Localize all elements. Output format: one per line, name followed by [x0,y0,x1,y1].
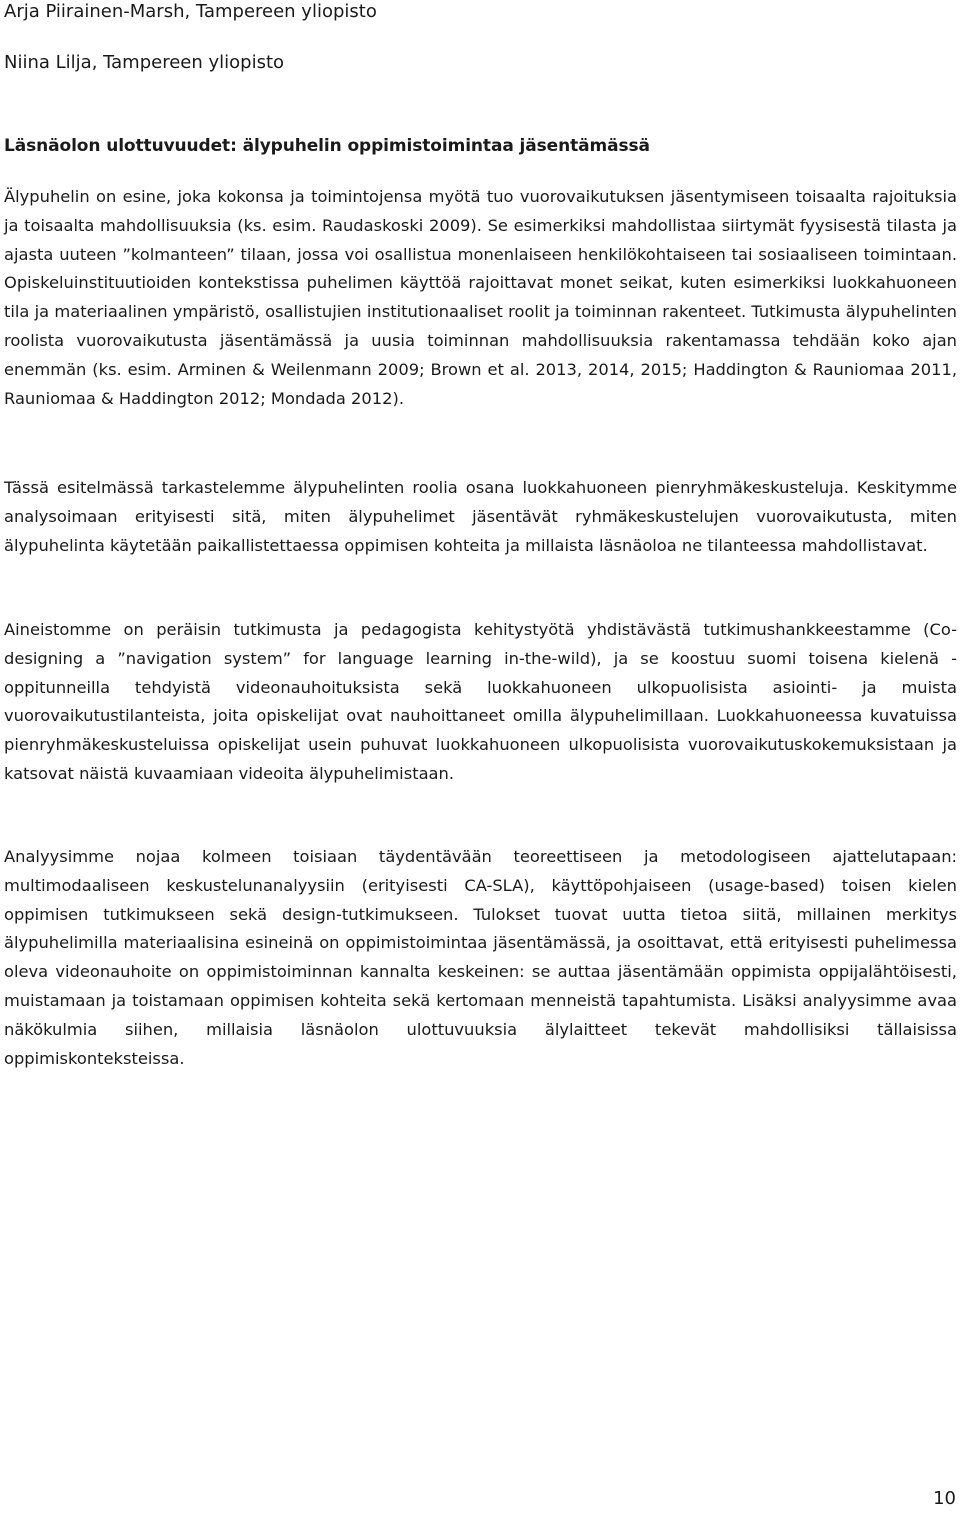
author-line-1: Arja Piirainen-Marsh, Tampereen yliopisto [4,1,377,22]
paragraph-1: Älypuhelin on esine, joka kokonsa ja toimintojensa myötä tuo vuorovaikutuksen jäsentymiseen toisaalta rajoituksia ja toisaalta mahdollisuuksia (ks. esim. Raudaskoski 2009). Se esimerkiksi mahdollistaa siirtymät fyysisestä tilasta ja ajasta uuteen ”kolmanteen” tilaan, jossa voi osallistua monenlaiseen henkilökohtaiseen tai sosiaaliseen toimintaan. Opiskeluinstituutioiden kontekstissa puhelimen käyttöä rajoittavat monet seikat, kuten esimerkiksi luokkahuoneen tila ja materiaalinen ympäristö, osallistujien institutionaaliset roolit ja toiminnan rakenteet. Tutkimusta älypuhelinten roolista vuorovaikutusta jäsentämässä ja uusia toiminnan mahdollisuuksia rakentamassa tehdään koko ajan enemmän (ks. esim. Arminen & Weilenmann 2009; Brown et al. 2013, 2014, 2015; Haddington & Rauniomaa 2011, Rauniomaa & Haddington 2012; Mondada 2012). [4,187,957,408]
document-title: Läsnäolon ulottuvuudet: älypuhelin oppimistoimintaa jäsentämässä [4,136,650,156]
author-line-2: Niina Lilja, Tampereen yliopisto [4,52,285,73]
paragraph-3: Aineistomme on peräisin tutkimusta ja pedagogista kehitystyötä yhdistävästä tutkimushankkeestamme (Co-designing a ”navigation system” for language learning in-the-wild), ja se koostuu suomi toisena kielenä -oppitunneilla tehdyistä videonauhoituksista sekä luokkahuoneen ulkopuolisista asiointi- ja muista vuorovaikutustilanteista, joita opiskelijat ovat nauhoittaneet omilla älypuhelimillaan. Luokkahuoneessa kuvatuissa pienryhmäkeskusteluissa opiskelijat usein puhuvat luokkahuoneen ulkopuolisista vuorovaikutuskokemuksistaan ja katsovat näistä kuvaamiaan videoita älypuhelimistaan. [4,620,957,783]
paragraph-4: Analyysimme nojaa kolmeen toisiaan täydentävään teoreettiseen ja metodologiseen ajattelutapaan: multimodaaliseen keskustelunanalyysiin (erityisesti CA-SLA), käyttöpohjaiseen (usage-based) toisen kielen oppimisen tutkimukseen sekä design-tutkimukseen. Tulokset tuovat uutta tietoa siitä, millainen merkitys älypuhelimilla materiaalisina esineinä on oppimistoimintaa jäsentämässä, ja osoittavat, että erityisesti puhelimessa oleva videonauhoite on oppimistoiminnan kannalta keskeinen: se auttaa jäsentämään oppimista oppijalähtöisesti, muistamaan ja toistamaan oppimisen kohteita sekä kertomaan menneistä tapahtumista. Lisäksi analyysimme avaa näkökulmia siihen, millaisia läsnäolon ulottuvuuksia älylaitteet tekevät mahdollisiksi tällaisissa oppimiskonteksteissa. [4,847,957,1068]
paragraph-2: Tässä esitelmässä tarkastelemme älypuhelinten roolia osana luokkahuoneen pienryhmäkeskusteluja. Keskitymme analysoimaan erityisesti sitä, miten älypuhelimet jäsentävät ryhmäkeskustelujen vuorovaikutusta, miten älypuhelinta käytetään paikallistettaessa oppimisen kohteita ja millaista läsnäoloa ne tilanteessa mahdollistavat. [4,478,957,555]
page-number: 10 [933,1488,956,1509]
